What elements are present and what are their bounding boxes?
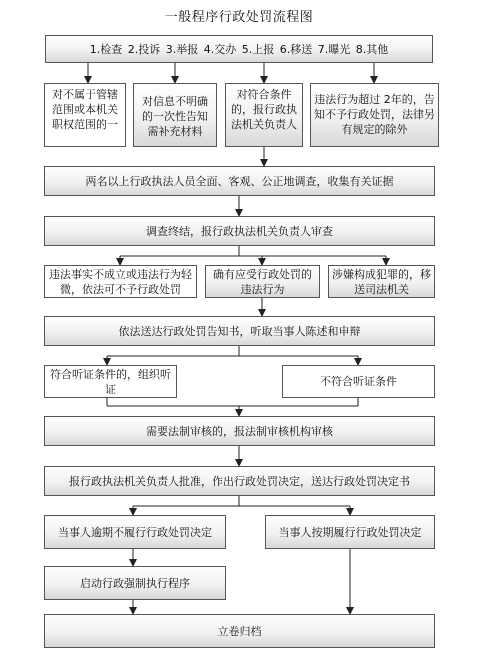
- legal-review-box: 需要法制审核的，报法制审核机构审核: [44, 416, 435, 446]
- out-of-scope-box: 对不属于管辖范围或本机关职权范围的一: [44, 83, 126, 147]
- investigation-box: 两名以上行政执法人员全面、客观、公正地调查，收集有关证据: [44, 166, 435, 196]
- review-box: 调查终结，报行政执法机关负责人审查: [44, 216, 435, 246]
- page-title: 一般程序行政处罚流程图: [164, 10, 314, 25]
- notice-box: 依法送达行政处罚告知书，听取当事人陈述和申辩: [44, 316, 435, 346]
- meets-conditions-box: 对符合条件的，报行政执法机关负责人: [225, 83, 303, 147]
- criminal-referral-box: 涉嫌构成犯罪的，移送司法机关: [328, 265, 435, 298]
- overdue-box: 当事人逾期不履行行政处罚决定: [44, 515, 226, 549]
- penalty-box: 确有应受行政处罚的违法行为: [205, 265, 320, 298]
- enforcement-box: 启动行政强制执行程序: [44, 566, 226, 600]
- hearing-yes-box: 符合听证条件的，组织听证: [44, 365, 177, 398]
- unclear-info-box: 对信息不明确的一次性告知需补充材料: [133, 83, 217, 147]
- decision-box: 报行政执法机关负责人批准，作出行政处罚决定，送达行政处罚决定书: [44, 466, 435, 496]
- comply-box: 当事人按期履行行政处罚决定: [265, 515, 435, 549]
- no-penalty-box: 违法事实不成立或违法行为轻微，依法可不予行政处罚: [44, 265, 197, 298]
- archive-box: 立卷归档: [44, 614, 435, 648]
- hearing-no-box: 不符合听证条件: [282, 365, 435, 398]
- time-limit-box: 违法行为超过 2年的，告知不予行政处罚，法律另有规定的除外: [310, 83, 439, 147]
- case-sources-box: 1.检查 2.投诉 3.举报 4.交办 5.上报 6.移送 7.曝光 8.其他: [45, 35, 433, 63]
